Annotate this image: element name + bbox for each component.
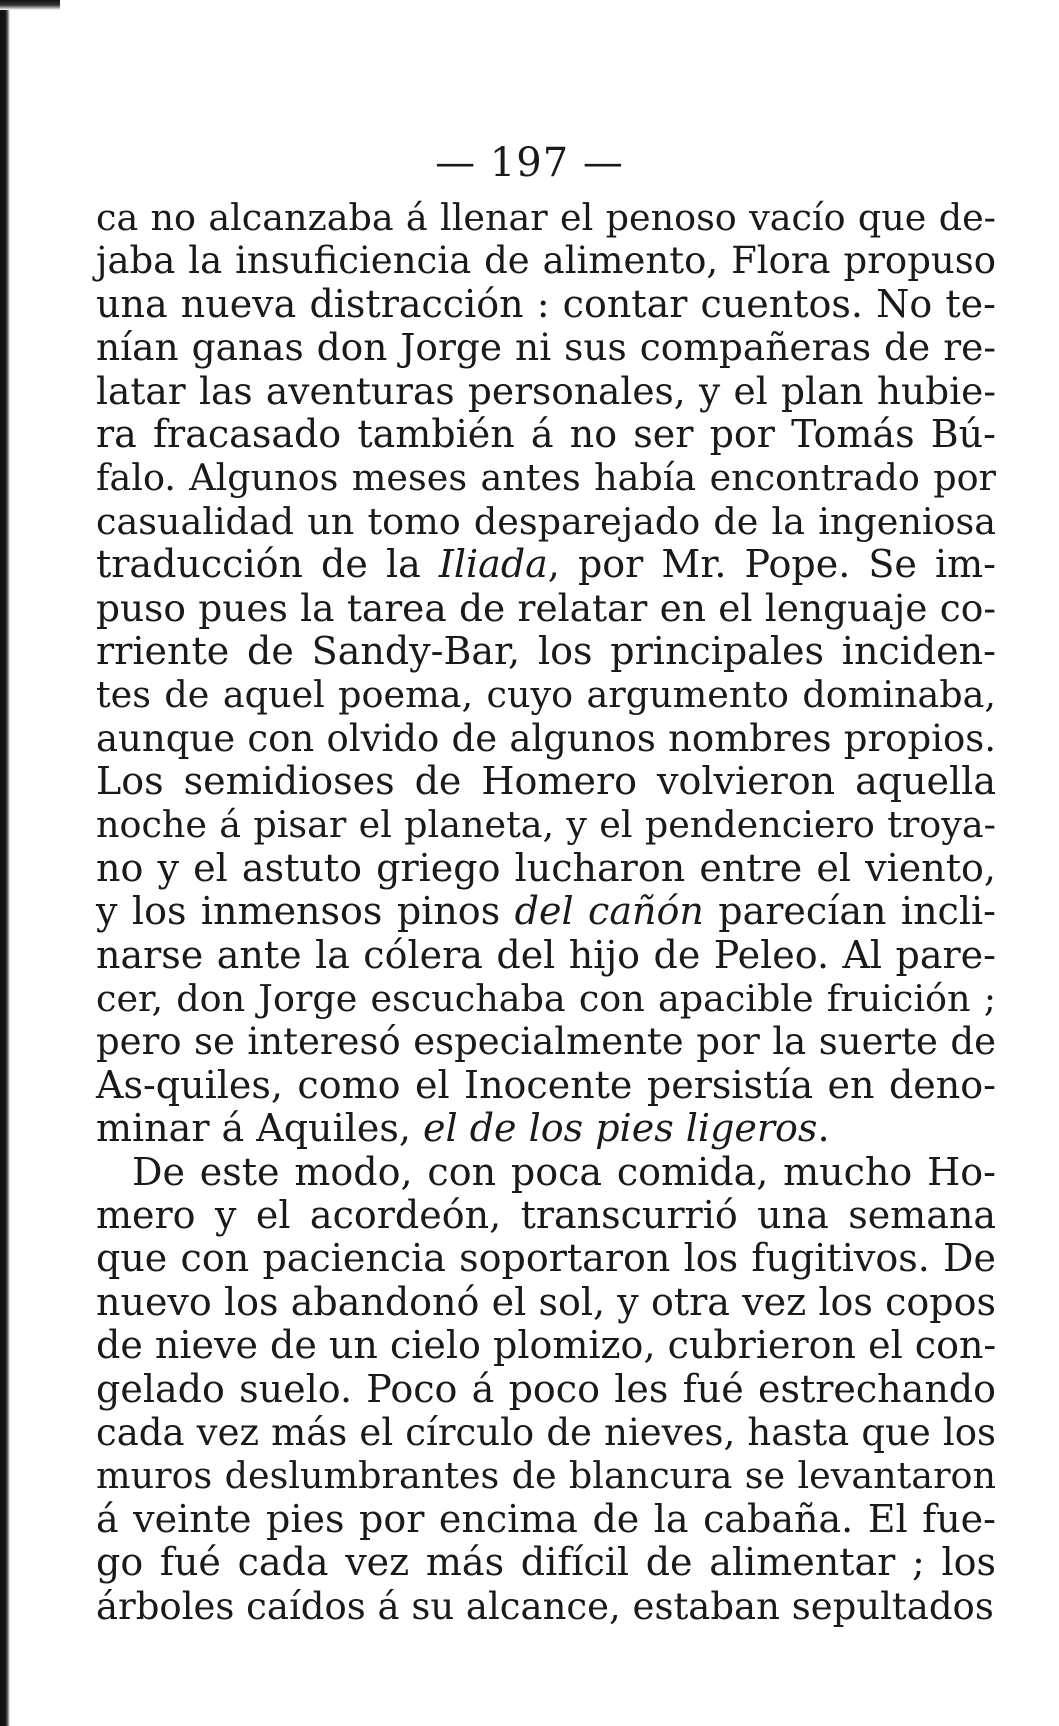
- text-line: Los semidioses de Homero volvieron aquella: [96, 759, 996, 804]
- book-spine-edge: [0, 0, 10, 1726]
- text-line: narse ante la cólera del hijo de Peleo. Al pare-: [96, 932, 996, 977]
- text-span: parecían incli-: [703, 889, 996, 934]
- text-line: casualidad un tomo desparejado de la ingeniosa: [96, 499, 996, 543]
- text-line: jaba la insuficiencia de alimento, Flora propuso: [96, 239, 996, 283]
- text-line: [96, 543, 996, 586]
- text-line: nían ganas don Jorge ni sus compañeras de re-: [96, 325, 996, 370]
- text-span: traducción de la: [96, 542, 439, 587]
- text-line: noche á pisar el planeta, y el pendenciero troya-: [96, 803, 996, 847]
- book-corner-edge: [0, 0, 60, 10]
- text-line: De este modo, con poca comida, mucho Ho-: [132, 1149, 996, 1194]
- italic-text: el de los pies ligeros: [423, 1106, 818, 1151]
- text-line: á veinte pies por encima de la cabaña. El fue-: [96, 1496, 996, 1541]
- text-line: go fué cada vez más difícil de alimentar ; los: [96, 1540, 996, 1585]
- text-span: y los inmensos pinos: [96, 889, 515, 934]
- text-line: As-quiles, como el Inocente persistía en deno-: [96, 1062, 996, 1107]
- text-span: , por Mr. Pope. Se im-: [547, 542, 996, 587]
- text-line: gelado suelo. Poco á poco les fué estrechando: [96, 1366, 996, 1411]
- body-text: [96, 196, 996, 1628]
- text-line: [96, 890, 996, 933]
- text-line: aunque con olvido de algunos nombres propios.: [96, 716, 996, 760]
- text-line: mero y el acordeón, transcurrió una semana: [96, 1192, 996, 1237]
- text-line: [96, 1107, 996, 1150]
- text-span: .: [817, 1106, 830, 1151]
- text-span: minar á Aquiles,: [96, 1106, 423, 1151]
- text-line: pero se interesó especialmente por la suerte de: [96, 1020, 996, 1064]
- page-number: — 197 —: [435, 140, 624, 186]
- text-line: cer, don Jorge escuchaba con apacible fruición ;: [96, 977, 996, 1021]
- text-line: árboles caídos á su alcance, estaban sepultados: [96, 1584, 994, 1628]
- text-line: rriente de Sandy-Bar, los principales inciden-: [96, 628, 996, 673]
- text-line: latar las aventuras personales, y el plan hubie-: [96, 368, 996, 413]
- text-line: no y el astuto griego lucharon entre el viento,: [96, 845, 996, 890]
- italic-text: Iliada: [438, 542, 548, 587]
- text-line: ca no alcanzaba á llenar el penoso vacío que de-: [96, 196, 996, 239]
- italic-text: del cañón: [514, 889, 704, 934]
- text-line: ra fracasado también á no ser por Tomás Bú-: [96, 411, 996, 456]
- text-line: tes de aquel poema, cuyo argumento dominaba,: [96, 673, 996, 717]
- text-line: nuevo los abandonó el sol, y otra vez los copos: [96, 1279, 996, 1324]
- text-line: muros deslumbrantes de blancura se levantaron: [96, 1454, 996, 1498]
- text-line: cada vez más el círculo de nieves, hasta que los: [96, 1410, 996, 1454]
- text-line: que con paciencia soportaron los fugitivos. De: [96, 1236, 996, 1281]
- text-line: una nueva distracción : contar cuentos. No te-: [96, 281, 996, 326]
- text-line: falo. Algunos meses antes había encontrado por: [96, 456, 996, 500]
- text-line: puso pues la tarea de relatar en el lenguaje co-: [96, 585, 996, 630]
- text-line: de nieve de un cielo plomizo, cubrieron el con-: [96, 1323, 997, 1368]
